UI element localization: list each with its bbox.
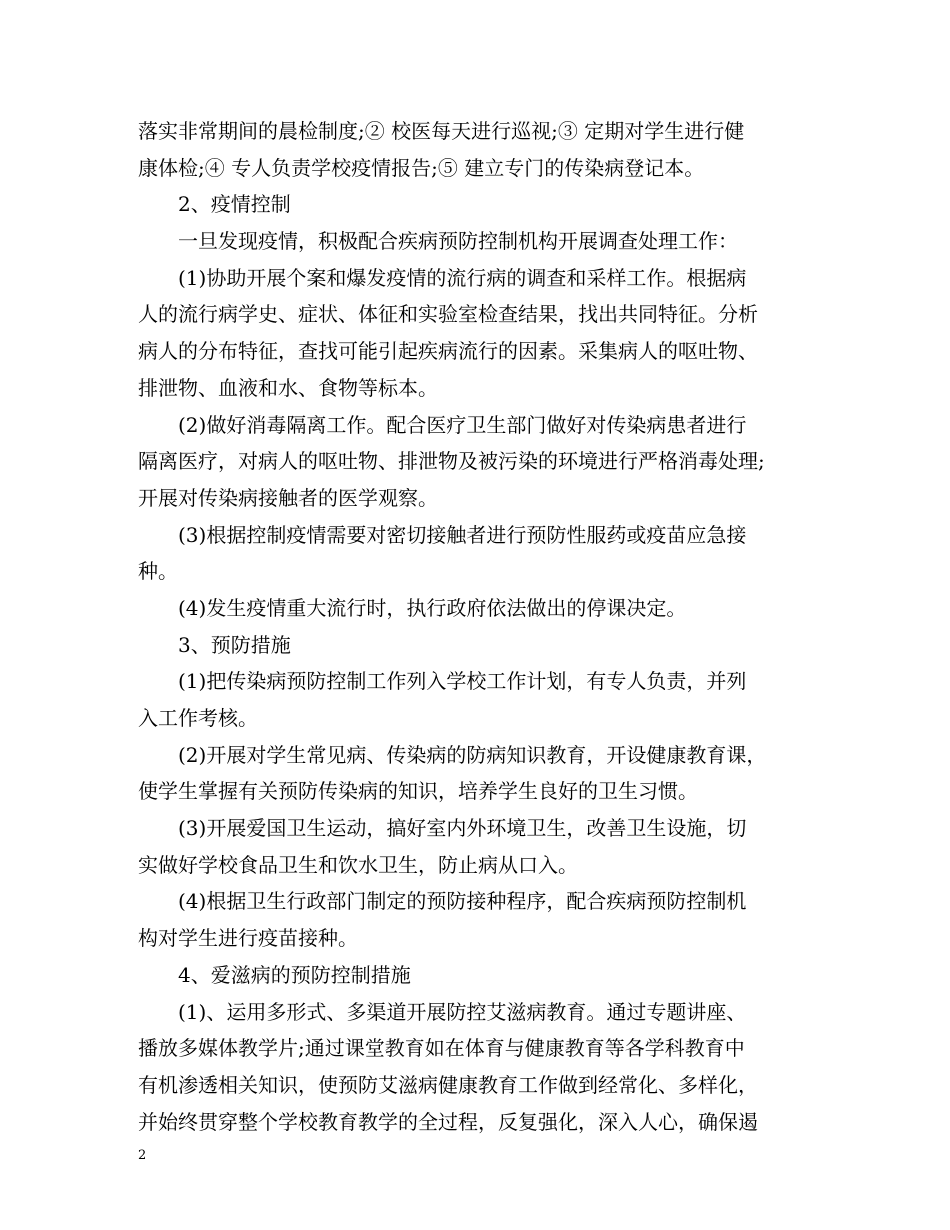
text-line: 隔离医疗，对病人的呕吐物、排泄物及被污染的环境进行严格消毒处理;	[138, 449, 765, 474]
text-line: 播放多媒体教学片;通过课堂教育如在体育与健康教育等各学科教育中	[138, 1036, 745, 1061]
text-line: (2)开展对学生常见病、传染病的防病知识教育，开设健康教育课，	[178, 742, 767, 767]
text-line: 开展对传染病接触者的医学观察。	[138, 485, 438, 510]
text-line: (1)协助开展个案和爆发疫情的流行病的调查和采样工作。根据病	[178, 265, 747, 290]
text-line: 一旦发现疫情，积极配合疾病预防控制机构开展调查处理工作：	[178, 229, 738, 254]
text-line: 使学生掌握有关预防传染病的知识，培养学生良好的卫生习惯。	[138, 779, 698, 804]
text-line: 3、预防措施	[178, 632, 291, 657]
text-line: (1)把传染病预防控制工作列入学校工作计划，有专人负责，并列	[178, 669, 747, 694]
text-line: 落实非常期间的晨检制度;② 校医每天进行巡视;③ 定期对学生进行健	[138, 119, 745, 143]
text-line: 种。	[138, 559, 178, 584]
text-line: (3)根据控制疫情需要对密切接触者进行预防性服药或疫苗应急接	[178, 522, 747, 547]
text-line: 入工作考核。	[138, 706, 258, 730]
text-line: (2)做好消毒隔离工作。配合医疗卫生部门做好对传染病患者进行	[178, 412, 747, 437]
text-line: 康体检;④ 专人负责学校疫情报告;⑤ 建立专门的传染病登记本。	[138, 155, 705, 180]
page-number: 2	[138, 1148, 147, 1163]
text-line: 2、疫情控制	[178, 192, 291, 217]
text-line: (1)、运用多形式、多渠道开展防控艾滋病教育。通过专题讲座、	[178, 999, 747, 1024]
text-line: 有机渗透相关知识，使预防艾滋病健康教育工作做到经常化、多样化，	[138, 1072, 758, 1097]
text-line: 排泄物、血液和水、食物等标本。	[138, 375, 438, 400]
text-line: 实做好学校食品卫生和饮水卫生，防止病从口入。	[138, 852, 578, 877]
text-line: (4)根据卫生行政部门制定的预防接种程序，配合疾病预防控制机	[178, 889, 747, 914]
body-text	[138, 113, 838, 1140]
text-line: (4)发生疫情重大流行时，执行政府依法做出的停课决定。	[178, 595, 687, 620]
text-line: 构对学生进行疫苗接种。	[138, 926, 358, 951]
text-line: 4、爱滋病的预防控制措施	[178, 962, 411, 987]
text-line: 人的流行病学史、症状、体征和实验室检查结果，找出共同特征。分析	[138, 302, 758, 327]
text-line: 病人的分布特征，查找可能引起疾病流行的因素。采集病人的呕吐物、	[138, 339, 758, 364]
text-line: (3)开展爱国卫生运动，搞好室内外环境卫生，改善卫生设施，切	[178, 816, 747, 841]
text-line: 并始终贯穿整个学校教育教学的全过程，反复强化，深入人心，确保遏	[138, 1109, 758, 1134]
